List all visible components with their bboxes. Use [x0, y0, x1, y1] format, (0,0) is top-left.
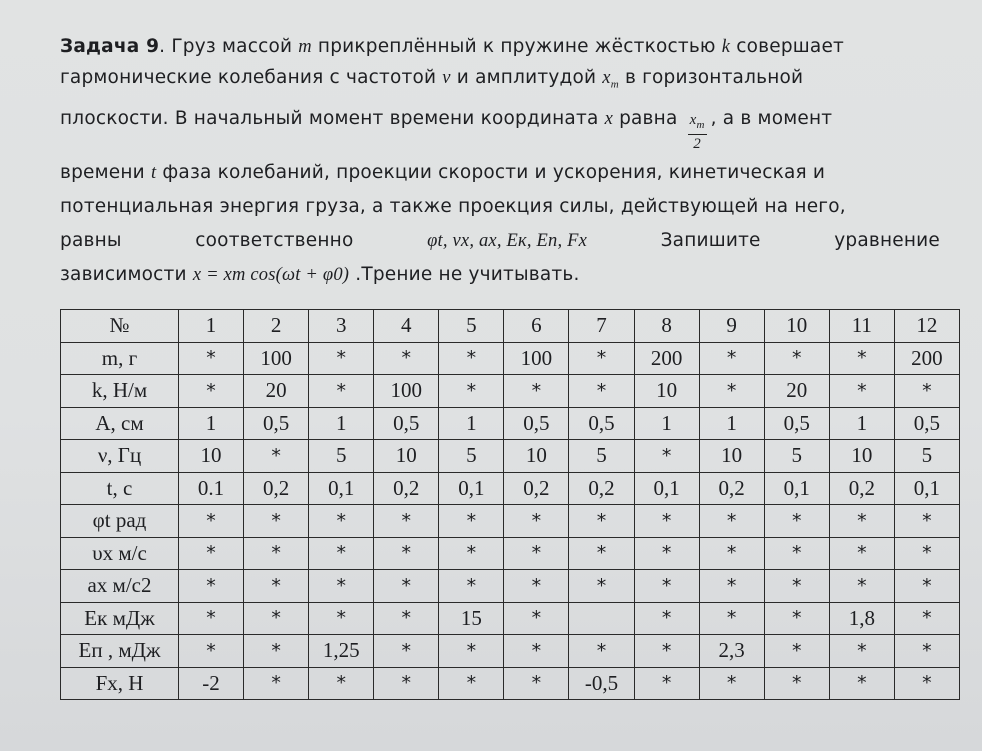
- table-cell: *: [764, 667, 829, 700]
- table-cell: *: [179, 505, 244, 538]
- table-cell: *: [569, 570, 634, 603]
- table-cell: 1,8: [829, 602, 894, 635]
- table-cell: *: [894, 505, 959, 538]
- table-cell: *: [504, 602, 569, 635]
- problem-line-5: потенциальная энергия груза, а также проекция силы, действующей на него,: [60, 196, 846, 217]
- table-cell: *: [569, 342, 634, 375]
- table-cell: 2,3: [699, 635, 764, 668]
- table-cell: *: [764, 635, 829, 668]
- fraction-xm-over-2: $\frac{x_m}{2}$: [689, 111, 705, 152]
- table-cell: *: [309, 342, 374, 375]
- table-cell: 0,1: [309, 472, 374, 505]
- table-cell: 1: [309, 407, 374, 440]
- column-header-variant: 3: [309, 310, 374, 343]
- table-cell: 0,2: [829, 472, 894, 505]
- column-header-variant: 10: [764, 310, 829, 343]
- column-header-variant: 4: [374, 310, 439, 343]
- table-cell: *: [179, 342, 244, 375]
- table-cell: *: [634, 570, 699, 603]
- problem-line-1: Задача 9. Груз массой m прикреплённый к пружине жёсткостью k совершает: [60, 36, 845, 57]
- table-cell: *: [374, 635, 439, 668]
- table-cell: *: [179, 635, 244, 668]
- row-header: Eк мДж: [61, 602, 179, 635]
- row-header: Eп , мДж: [61, 635, 179, 668]
- table-cell: 0,2: [244, 472, 309, 505]
- table-row: [61, 407, 960, 440]
- table-cell: *: [764, 537, 829, 570]
- table-cell: *: [244, 635, 309, 668]
- problem-statement: [60, 30, 940, 292]
- table-cell: 1: [829, 407, 894, 440]
- table-cell: *: [569, 635, 634, 668]
- table-cell: *: [569, 375, 634, 408]
- table-cell: *: [699, 602, 764, 635]
- row-header: υx м/с: [61, 537, 179, 570]
- table-row: [61, 537, 960, 570]
- table-row: [61, 635, 960, 668]
- table-cell: *: [374, 505, 439, 538]
- table-cell: 0,5: [569, 407, 634, 440]
- table-cell: *: [699, 537, 764, 570]
- table-cell: *: [764, 342, 829, 375]
- table-row: [61, 375, 960, 408]
- table-cell: 20: [764, 375, 829, 408]
- table-cell: *: [504, 375, 569, 408]
- table-cell: *: [699, 505, 764, 538]
- table-row: [61, 472, 960, 505]
- table-cell: 5: [309, 440, 374, 473]
- table-row: [61, 440, 960, 473]
- problem-line-6: равны соответственно φt, vx, ax, Eк, Eп, Fx Запишите уравнение: [60, 224, 940, 258]
- table-cell: *: [764, 505, 829, 538]
- table-cell: *: [504, 570, 569, 603]
- table-cell: 0,5: [504, 407, 569, 440]
- table-cell: 0,5: [244, 407, 309, 440]
- table-header-row: [61, 310, 960, 343]
- table-cell: *: [894, 602, 959, 635]
- table-cell: 0,2: [374, 472, 439, 505]
- table-cell: *: [309, 667, 374, 700]
- oscillation-equation: x = xm cos(ωt + φ0): [192, 265, 350, 285]
- table-cell: *: [699, 570, 764, 603]
- table-cell: *: [179, 570, 244, 603]
- table-cell: *: [439, 570, 504, 603]
- table-cell: *: [179, 375, 244, 408]
- table-cell: *: [244, 505, 309, 538]
- column-header-variant: 8: [634, 310, 699, 343]
- table-cell: *: [634, 602, 699, 635]
- table-cell: *: [504, 667, 569, 700]
- table-cell: 20: [244, 375, 309, 408]
- table-cell: *: [634, 537, 699, 570]
- row-header: t, с: [61, 472, 179, 505]
- table-cell: 0,5: [894, 407, 959, 440]
- column-header-variant: 7: [569, 310, 634, 343]
- table-cell: *: [894, 570, 959, 603]
- table-row: [61, 505, 960, 538]
- table-cell: *: [829, 505, 894, 538]
- table-cell: *: [504, 505, 569, 538]
- table-cell: 200: [634, 342, 699, 375]
- table-cell: *: [374, 667, 439, 700]
- table-cell: *: [829, 537, 894, 570]
- table-cell: 1: [634, 407, 699, 440]
- table-cell: *: [569, 537, 634, 570]
- table-cell: 10: [374, 440, 439, 473]
- column-header-variant: 1: [179, 310, 244, 343]
- table-cell: *: [699, 342, 764, 375]
- row-header: k, Н/м: [61, 375, 179, 408]
- column-header-variant: 12: [894, 310, 959, 343]
- table-cell: *: [634, 505, 699, 538]
- table-cell: *: [309, 375, 374, 408]
- table-cell: 0,5: [764, 407, 829, 440]
- table-row: [61, 570, 960, 603]
- table-cell: *: [374, 537, 439, 570]
- table-cell: 10: [504, 440, 569, 473]
- table-cell: 5: [439, 440, 504, 473]
- table-cell: 1,25: [309, 635, 374, 668]
- table-cell: *: [634, 667, 699, 700]
- table-cell: 15: [439, 602, 504, 635]
- table-cell: *: [309, 602, 374, 635]
- table-cell: *: [504, 635, 569, 668]
- variants-table: [60, 309, 960, 700]
- table-cell: *: [634, 635, 699, 668]
- table-cell: *: [374, 570, 439, 603]
- table-cell: *: [244, 440, 309, 473]
- table-cell: 10: [634, 375, 699, 408]
- row-header: ν, Гц: [61, 440, 179, 473]
- table-cell: *: [699, 375, 764, 408]
- table-cell: *: [374, 602, 439, 635]
- row-header: Fx, Н: [61, 667, 179, 700]
- problem-number: Задача 9: [60, 36, 160, 57]
- table-cell: 0,1: [764, 472, 829, 505]
- row-header: φt рад: [61, 505, 179, 538]
- problem-line-2: гармонические колебания с частотой ν и амплитудой $x_m$ в горизонтальной: [60, 66, 804, 91]
- table-cell: *: [439, 375, 504, 408]
- table-row: [61, 667, 960, 700]
- table-cell: 0.1: [179, 472, 244, 505]
- table-cell: 5: [764, 440, 829, 473]
- table-cell: 0,1: [894, 472, 959, 505]
- table-cell: *: [244, 570, 309, 603]
- table-cell: 0,1: [634, 472, 699, 505]
- table-cell: *: [634, 440, 699, 473]
- table-cell: *: [244, 537, 309, 570]
- table-cell: -2: [179, 667, 244, 700]
- table-cell: *: [244, 667, 309, 700]
- table-cell: *: [894, 375, 959, 408]
- problem-line-7: зависимости x = xm cos(ωt + φ0) .Трение не учитывать.: [60, 264, 580, 285]
- table-cell: 100: [374, 375, 439, 408]
- table-cell: *: [309, 505, 374, 538]
- table-cell: *: [894, 537, 959, 570]
- table-cell: *: [829, 635, 894, 668]
- column-header-variant: 11: [829, 310, 894, 343]
- table-row: [61, 342, 960, 375]
- table-cell: 0,2: [569, 472, 634, 505]
- table-cell: *: [439, 342, 504, 375]
- variants-table-body: [61, 310, 960, 700]
- column-header-variant: 2: [244, 310, 309, 343]
- table-cell: *: [179, 537, 244, 570]
- table-cell: 10: [829, 440, 894, 473]
- table-cell: *: [504, 537, 569, 570]
- table-cell: *: [309, 570, 374, 603]
- quantity-list: φt, vx, ax, Eк, Eп, Fx: [427, 231, 588, 251]
- table-cell: 0,2: [504, 472, 569, 505]
- table-cell: *: [439, 505, 504, 538]
- table-cell: 1: [439, 407, 504, 440]
- column-header-number: №: [61, 310, 179, 343]
- table-cell: *: [829, 375, 894, 408]
- table-cell: 1: [179, 407, 244, 440]
- table-cell: *: [179, 602, 244, 635]
- table-cell: *: [439, 667, 504, 700]
- table-row: [61, 602, 960, 635]
- table-cell: 1: [699, 407, 764, 440]
- table-cell: 5: [894, 440, 959, 473]
- row-header: ax м/с2: [61, 570, 179, 603]
- table-cell: *: [439, 537, 504, 570]
- table-cell: 100: [244, 342, 309, 375]
- table-cell: 10: [179, 440, 244, 473]
- problem-line-4: времени t фаза колебаний, проекции скорости и ускорения, кинетическая и: [60, 162, 826, 183]
- table-cell: 0,1: [439, 472, 504, 505]
- table-cell: *: [764, 570, 829, 603]
- table-cell: *: [569, 505, 634, 538]
- table-cell: 5: [569, 440, 634, 473]
- table-cell: 0,5: [374, 407, 439, 440]
- column-header-variant: 5: [439, 310, 504, 343]
- table-cell: *: [829, 342, 894, 375]
- table-cell: *: [894, 667, 959, 700]
- column-header-variant: 9: [699, 310, 764, 343]
- table-cell: *: [894, 635, 959, 668]
- table-cell: 200: [894, 342, 959, 375]
- table-cell: 10: [699, 440, 764, 473]
- table-cell: *: [764, 602, 829, 635]
- table-cell: 0,2: [699, 472, 764, 505]
- column-header-variant: 6: [504, 310, 569, 343]
- table-cell: *: [374, 342, 439, 375]
- table-cell: *: [829, 570, 894, 603]
- row-header: A, см: [61, 407, 179, 440]
- table-cell: *: [309, 537, 374, 570]
- table-cell: -0,5: [569, 667, 634, 700]
- table-cell: *: [244, 602, 309, 635]
- table-cell: *: [439, 635, 504, 668]
- table-cell: *: [829, 667, 894, 700]
- table-cell: [569, 602, 634, 635]
- table-cell: *: [699, 667, 764, 700]
- row-header: m, г: [61, 342, 179, 375]
- table-cell: 100: [504, 342, 569, 375]
- problem-line-3: плоскости. В начальный момент времени координата x равна $\frac{x_m}{2}$ , а в момент: [60, 107, 833, 152]
